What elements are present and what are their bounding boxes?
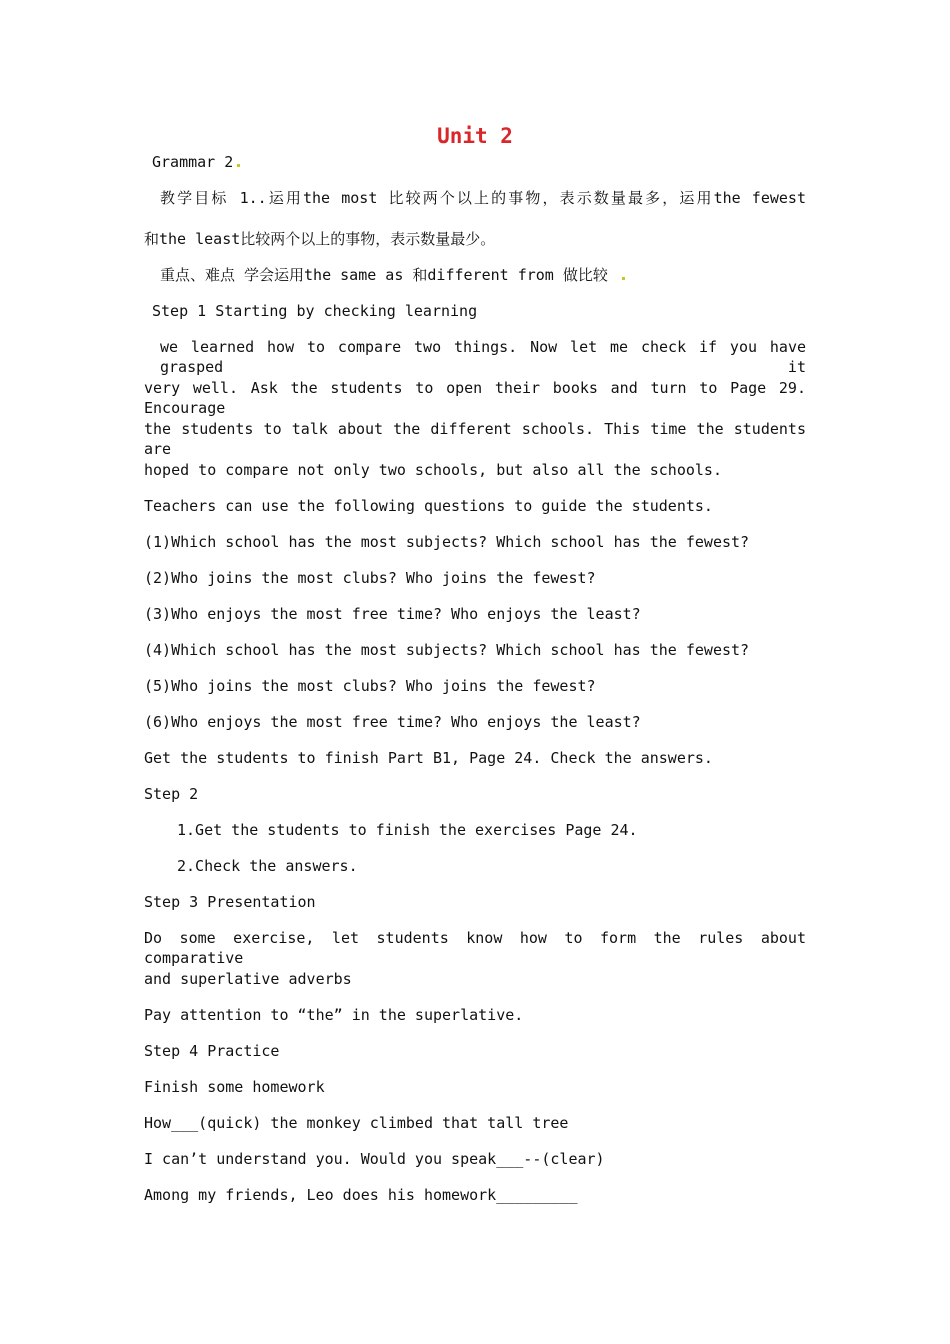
step1-finish: Get the students to finish Part B1, Page 24. Check the answers. — [144, 749, 713, 767]
step3-para-line-1: Do some exercise, let students know how to form the rules about comparative — [144, 929, 806, 967]
marker-dot — [622, 277, 625, 280]
step2-item: 2.Check the answers. — [177, 857, 358, 875]
marker-dot — [237, 164, 240, 167]
step1-heading: Step 1 Starting by checking learning — [152, 302, 478, 320]
question-item: (5)Who joins the most clubs? Who joins the fewest? — [144, 677, 596, 695]
question-item: (2)Who joins the most clubs? Who joins the fewest? — [144, 569, 596, 587]
step4-intro: Finish some homework — [144, 1078, 325, 1096]
exercise-item: Among my friends, Leo does his homework_________ — [144, 1186, 578, 1204]
key-points: 重点、难点 学会运用the same as 和different from 做比较 — [160, 265, 822, 285]
page-title: Unit 2 — [437, 124, 513, 148]
step1-para-line-3: the students to talk about the different schools. This time the students are — [144, 420, 806, 458]
step3-note: Pay attention to “the” in the superlative. — [144, 1006, 524, 1024]
step1-para-line-1: we learned how to compare two things. Now let me check if you have grasped it — [160, 338, 806, 376]
question-item: (1)Which school has the most subjects? Which school has the fewest? — [144, 533, 750, 551]
exercise-item: How___(quick) the monkey climbed that tall tree — [144, 1114, 569, 1132]
step1-guide: Teachers can use the following questions to guide the students. — [144, 497, 713, 515]
exercise-item: I can’t understand you. Would you speak___--(clear) — [144, 1150, 605, 1168]
step4-heading: Step 4 Practice — [144, 1042, 280, 1060]
objectives-line-1: 教学目标 1..运用the most 比较两个以上的事物，表示数量最多，运用the fewest — [160, 189, 806, 207]
question-item: (3)Who enjoys the most free time? Who enjoys the least? — [144, 605, 641, 623]
step1-para-line-4: hoped to compare not only two schools, but also all the schools. — [144, 461, 722, 479]
question-item: (4)Which school has the most subjects? Which school has the fewest? — [144, 641, 750, 659]
objectives-line-2: 和the least比较两个以上的事物，表示数量最少。 — [144, 230, 496, 248]
step2-heading: Step 2 — [144, 785, 199, 803]
step3-heading: Step 3 Presentation — [144, 893, 316, 911]
step2-item: 1.Get the students to finish the exercises Page 24. — [177, 821, 638, 839]
lesson-subtitle: Grammar 2 — [152, 152, 814, 172]
step3-para-line-2: and superlative adverbs — [144, 970, 352, 988]
question-item: (6)Who enjoys the most free time? Who enjoys the least? — [144, 713, 641, 731]
step1-para-line-2: very well. Ask the students to open their books and turn to Page 29. Encourage — [144, 379, 806, 417]
